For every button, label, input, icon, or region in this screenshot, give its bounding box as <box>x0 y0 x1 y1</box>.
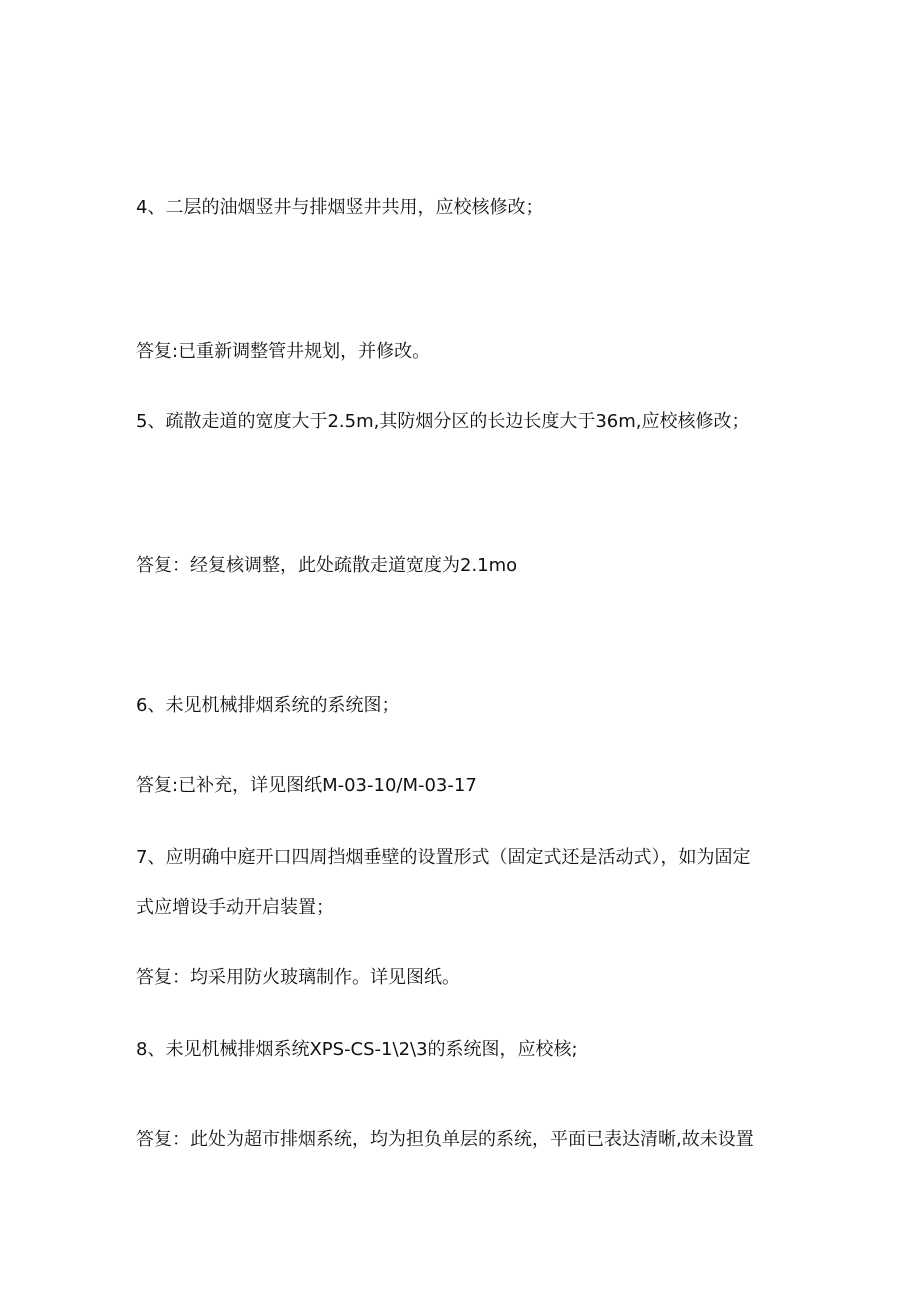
answer-5: 答复：经复核调整，此处疏散走道宽度为2.1mo <box>136 555 518 576</box>
answer-6: 答复:已补充，详见图纸M-03-10/M-03-17 <box>136 775 477 796</box>
answer-4: 答复:已重新调整管井规划，并修改。 <box>136 341 431 362</box>
question-6: 6、未见机械排烟系统的系统图； <box>136 695 400 716</box>
question-7-line-1: 7、应明确中庭开口四周挡烟垂壁的设置形式（固定式还是活动式），如为固定 <box>136 847 751 868</box>
question-5: 5、疏散走道的宽度大于2.5m,其防烟分区的长边长度大于36m,应校核修改； <box>136 411 750 432</box>
question-8: 8、未见机械排烟系统XPS-CS-1\2\3的系统图，应校核; <box>136 1039 578 1060</box>
question-7-line-2: 式应增设手动开启装置； <box>136 897 334 918</box>
answer-8: 答复：此处为超市排烟系统，均为担负单层的系统，平面已表达清晰,故未设置 <box>136 1129 754 1150</box>
answer-7: 答复：均采用防火玻璃制作。详见图纸。 <box>136 967 460 988</box>
question-4: 4、二层的油烟竖井与排烟竖井共用，应校核修改； <box>136 197 544 218</box>
